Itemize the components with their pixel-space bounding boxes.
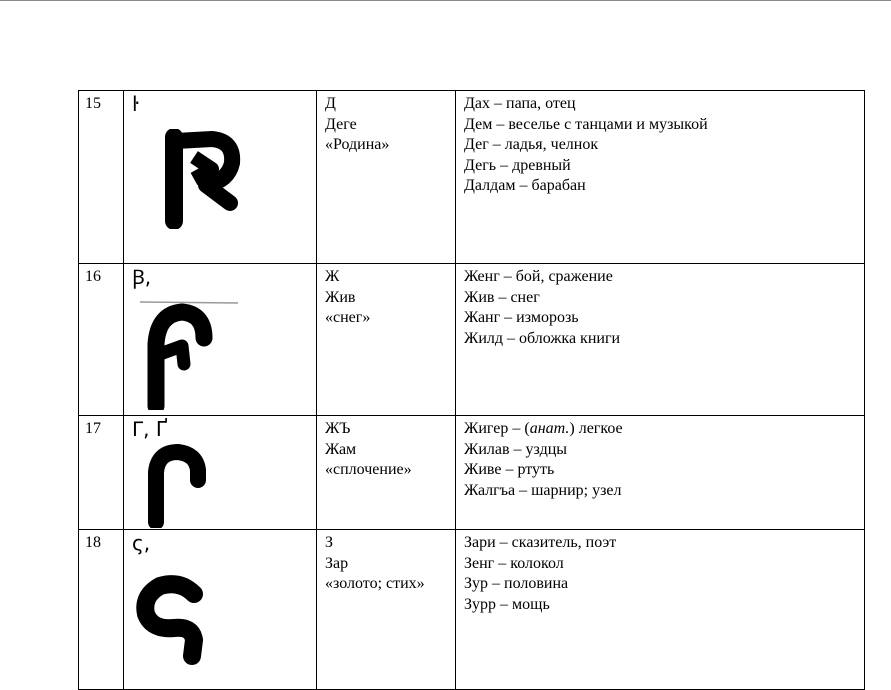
word-entry: Зенг – колокол bbox=[464, 554, 564, 572]
letter-cell bbox=[317, 264, 456, 416]
word-suffix: ) легкое bbox=[569, 420, 623, 437]
letter-meaning: «сплочение» bbox=[325, 461, 412, 478]
word-entry: Жилав – уздцы bbox=[464, 440, 568, 458]
glyph-cell bbox=[124, 91, 317, 264]
row-number-cell bbox=[79, 91, 124, 264]
glyph-cell bbox=[124, 264, 317, 416]
words-cell bbox=[456, 416, 865, 530]
table-row bbox=[79, 416, 865, 530]
letter: З bbox=[325, 534, 334, 551]
word-entry: Далдам – барабан bbox=[464, 177, 586, 194]
rune-zhj-icon bbox=[134, 442, 214, 528]
words-cell bbox=[456, 264, 865, 416]
row-number: 17 bbox=[85, 420, 101, 437]
rune-z-icon bbox=[130, 574, 230, 666]
top-rule bbox=[0, 0, 891, 1]
letter-meaning: «снег» bbox=[325, 309, 371, 326]
letter-name: Жам bbox=[325, 440, 357, 458]
row-number: 15 bbox=[85, 95, 101, 112]
rune-table bbox=[78, 90, 865, 690]
letter-meaning: «золото; стих» bbox=[325, 575, 425, 592]
glyph-label: ŀ bbox=[132, 92, 139, 116]
words-cell bbox=[456, 91, 865, 264]
table-row bbox=[79, 530, 865, 690]
row-number-cell bbox=[79, 530, 124, 690]
row-number: 18 bbox=[85, 534, 101, 551]
glyph-cell bbox=[124, 530, 317, 690]
word-entry: Жанг – изморозь bbox=[464, 309, 579, 326]
word-entry: Зурр – мощь bbox=[464, 595, 550, 613]
words-cell bbox=[456, 530, 865, 690]
letter-meaning: «Родина» bbox=[325, 136, 390, 153]
table-row bbox=[79, 91, 865, 264]
word-entry bbox=[464, 419, 864, 440]
glyph-label: Ꞵ, bbox=[132, 265, 152, 289]
word-entry: Жив – снег bbox=[464, 288, 540, 306]
rune-zh-icon bbox=[134, 298, 244, 410]
letter-cell bbox=[317, 91, 456, 264]
letter: Ж bbox=[325, 268, 340, 285]
letter: Д bbox=[325, 95, 336, 112]
rune-d-icon bbox=[154, 129, 244, 229]
word-entry: Дегь – древный bbox=[464, 156, 571, 174]
row-number-cell bbox=[79, 264, 124, 416]
letter: ЖЪ bbox=[325, 420, 351, 437]
glyph-label: ς, bbox=[132, 531, 151, 555]
word-entry: Живе – ртуть bbox=[464, 461, 555, 478]
word-entry: Зур – половина bbox=[464, 575, 569, 592]
glyph-label: ᒥ, Ґ bbox=[132, 417, 169, 441]
glyph-cell bbox=[124, 416, 317, 530]
word-entry: Жалгъа – шарнир; узел bbox=[464, 481, 622, 499]
row-number-cell bbox=[79, 416, 124, 530]
word-entry: Женг – бой, сражение bbox=[464, 268, 613, 285]
letter-cell bbox=[317, 530, 456, 690]
word-entry: Дег – ладья, челнок bbox=[464, 136, 599, 153]
word-entry: Жилд – обложка книги bbox=[464, 329, 621, 347]
letter-name: Жив bbox=[325, 288, 356, 306]
word-entry: Зари – сказитель, поэт bbox=[464, 534, 617, 551]
letter-name: Деге bbox=[325, 115, 357, 133]
word-entry: Дах – папа, отец bbox=[464, 95, 576, 112]
letter-name: Зар bbox=[325, 554, 349, 572]
word-italic: анат. bbox=[529, 420, 570, 437]
letter-cell bbox=[317, 416, 456, 530]
table-row bbox=[79, 264, 865, 416]
word-entry: Дем – веселье с танцами и музыкой bbox=[464, 115, 708, 133]
row-number: 16 bbox=[85, 268, 101, 285]
word-prefix: Жигер – ( bbox=[464, 420, 530, 437]
